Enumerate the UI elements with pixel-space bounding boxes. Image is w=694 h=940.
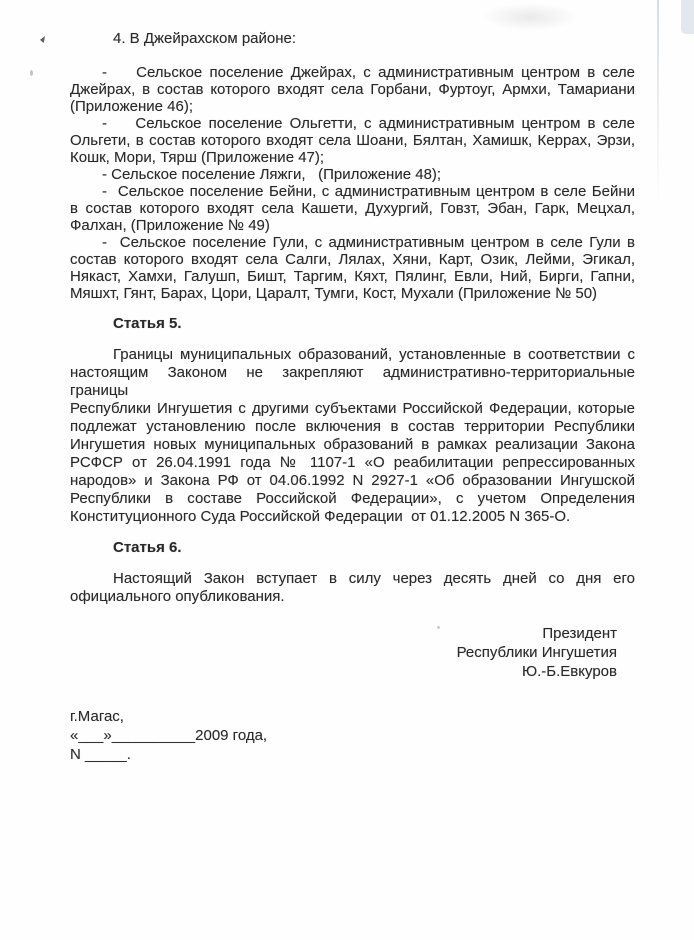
settlement-item-guli xyxy=(70,234,635,302)
article-5-line: РСФСР от 26.04.1991 года № 1107-1 «О реабилитации репрессированных xyxy=(70,454,635,471)
settlement-line: состав которого входят села Салги, Лялах, Хяни, Карт, Озик, Лейми, Эгикал, xyxy=(70,251,635,268)
signature-republic: Республики Ингушетия xyxy=(456,644,617,661)
scan-fold-line xyxy=(657,0,659,205)
settlement-line: - Сельское поселение Ольгетти, с административным центром в селе xyxy=(102,115,635,132)
settlement-line: Мяшхт, Гянт, Барах, Цори, Царалт, Тумги, Кост, Мухали (Приложение № 50) xyxy=(70,285,598,302)
article-6-line: Настоящий Закон вступает в силу через десять дней со дня его xyxy=(113,570,635,587)
signature-name: Ю.-Б.Евкуров xyxy=(521,663,617,680)
article-5-line: подлежат установлению после включения в состав территории Республики xyxy=(70,418,635,435)
settlement-line: - Сельское поселение Гули, с административным центром в селе Гули в xyxy=(102,234,635,251)
settlement-item-lyazhgi xyxy=(70,166,635,183)
article-6-body xyxy=(70,570,635,606)
article-5-line: Ингушетия новых муниципальных образований в рамках реализации Закона xyxy=(70,436,635,453)
settlement-item-dzheirakh xyxy=(70,64,635,115)
article-6-line: официального опубликования. xyxy=(70,588,285,605)
article-6-title: Статья 6. xyxy=(113,539,182,556)
settlement-item-beyni xyxy=(70,183,635,234)
issuance-place: г.Магас, xyxy=(70,708,124,725)
article-5-body xyxy=(70,346,635,526)
signature-title: Президент xyxy=(542,625,617,642)
issuance-date: «___»__________2009 года, xyxy=(70,727,268,744)
article-5-line: народов» и Закона РФ от 04.06.1992 N 2927-1 «Об образовании Ингушской xyxy=(70,472,635,489)
settlement-line: - Сельское поселение Ляжги, (Приложение 48); xyxy=(102,166,442,183)
settlement-line: Фалхан, (Приложение № 49) xyxy=(70,217,270,234)
settlement-line: Някаст, Хамхи, Галушп, Бишт, Таргим, Кяхт, Пялинг, Евли, Ний, Бирги, Гапни, xyxy=(70,268,635,285)
article-5-line: настоящим Законом не закрепляют административно-территориальные границы xyxy=(70,364,635,399)
settlement-line: (Приложение 46); xyxy=(70,98,193,115)
settlement-line: - Сельское поселение Джейрах, с административным центром в селе xyxy=(102,64,635,81)
article-5-line: Конституционного Суда Российской Федерации от 01.12.2005 N 365-О. xyxy=(70,508,571,525)
article-5-line: Республики в составе Российской Федерации», с учетом Определения xyxy=(70,490,635,507)
settlement-line: Кошк, Мори, Тярш (Приложение 47); xyxy=(70,149,325,166)
section-heading: 4. В Джейрахском районе: xyxy=(113,30,297,47)
article-5-title: Статья 5. xyxy=(113,315,182,332)
settlements-list xyxy=(70,64,635,302)
document-content xyxy=(70,0,635,764)
article-5-line: Границы муниципальных образований, установленные в соответствии с xyxy=(113,346,635,363)
settlement-line: Джейрах, в состав которого входят села Горбани, Фуртоуг, Армхи, Тамариани xyxy=(70,81,635,98)
settlement-line: - Сельское поселение Бейни, с административным центром в селе Бейни xyxy=(102,183,635,200)
scan-corner-shade xyxy=(681,0,694,34)
issuance-number: N _____. xyxy=(70,746,131,763)
settlement-item-olgetti xyxy=(70,115,635,166)
settlement-line: в состав которого входят села Кашети, Духургий, Говзт, Эбан, Гарк, Мецхал, xyxy=(70,200,635,217)
signature-block xyxy=(70,624,635,681)
settlement-line: Ольгети, в состав которого входят села Шоани, Бялтан, Хамишк, Керрах, Эрзи, xyxy=(70,132,635,149)
scan-speck-icon xyxy=(30,70,33,76)
scan-speck-icon xyxy=(40,36,45,43)
article-5-line: Республики Ингушетия с другими субъектами Российской Федерации, которые xyxy=(70,400,635,417)
issuance-block xyxy=(70,707,635,764)
